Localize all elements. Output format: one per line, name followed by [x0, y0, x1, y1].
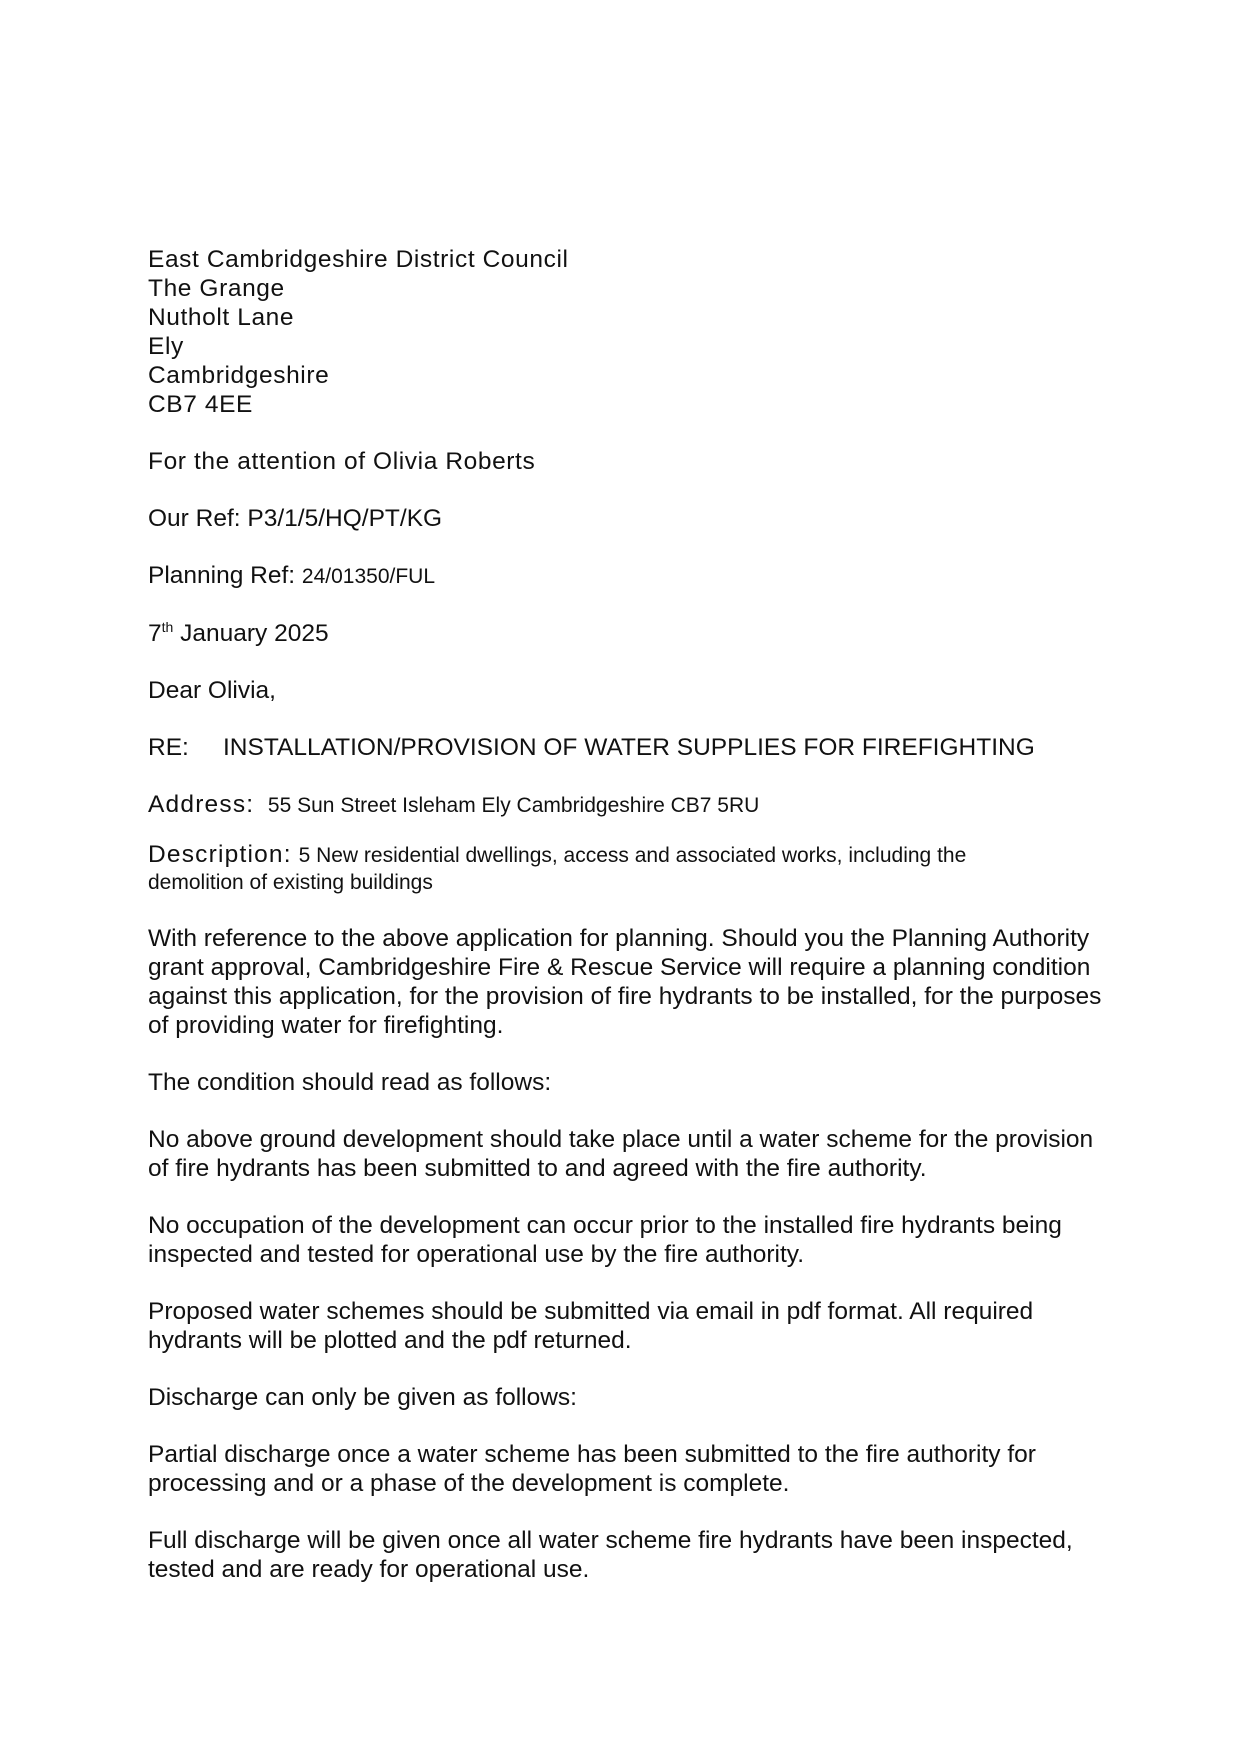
date-suffix: th	[161, 619, 174, 635]
planning-reference	[148, 561, 1108, 591]
site-description	[148, 842, 1108, 896]
attention-line: For the attention of Olivia Roberts	[148, 448, 536, 475]
recipient-line: The Grange	[148, 275, 285, 302]
recipient-address-block	[148, 245, 1108, 419]
body-paragraph: No above ground development should take place until a water scheme for the provision of fire hydrants has been submitted to and agreed with the fire authority.	[148, 1126, 1094, 1182]
body-paragraph: Full discharge will be given once all water scheme fire hydrants have been inspected, tested and are ready for operational use.	[148, 1527, 1073, 1583]
subject-text: INSTALLATION/PROVISION OF WATER SUPPLIES FOR FIREFIGHTING	[223, 734, 1035, 761]
body-paragraph: Discharge can only be given as follows:	[148, 1384, 577, 1411]
address-label: Address:	[148, 791, 255, 818]
description-value-line2: demolition of existing buildings	[148, 871, 433, 894]
our-reference	[148, 504, 1108, 533]
recipient-line: Nutholt Lane	[148, 304, 295, 331]
body-paragraph: With reference to the above application for planning. Should you the Planning Authority grant approval, Cambridgeshire Fire & Rescue Service will require a planning condition against this application, for the provision of fire hydrants to be installed, for the purposes of providing water for firefighting.	[148, 925, 1102, 1039]
description-label: Description:	[148, 841, 292, 868]
planning-ref-value: 24/01350/FUL	[301, 565, 436, 588]
subject-label: RE:	[148, 734, 189, 761]
body-paragraph: No occupation of the development can occur prior to the installed fire hydrants being inspected and tested for operational use by the fire authority.	[148, 1212, 1062, 1268]
letter-date	[148, 619, 1108, 648]
our-ref-value: P3/1/5/HQ/PT/KG	[247, 505, 443, 532]
date-day: 7	[148, 620, 162, 647]
planning-ref-label: Planning Ref:	[148, 562, 302, 589]
recipient-line: Ely	[148, 333, 184, 360]
site-address	[148, 790, 1108, 820]
body-paragraph: The condition should read as follows:	[148, 1069, 552, 1096]
recipient-line: Cambridgeshire	[148, 362, 330, 389]
recipient-line: East Cambridgeshire District Council	[148, 246, 569, 273]
recipient-line: CB7 4EE	[148, 391, 253, 418]
letter-body	[148, 245, 1108, 1584]
address-value: 55 Sun Street Isleham Ely Cambridgeshire CB7 5RU	[267, 794, 760, 817]
date-rest: January 2025	[173, 620, 329, 647]
body-paragraph: Proposed water schemes should be submitted via email in pdf format. All required hydrants will be plotted and the pdf returned.	[148, 1298, 1034, 1354]
body-paragraph: Partial discharge once a water scheme has been submitted to the fire authority for processing and or a phase of the development is complete.	[148, 1441, 1036, 1497]
subject-line	[148, 733, 1108, 762]
our-ref-label: Our Ref:	[148, 505, 248, 532]
salutation: Dear Olivia,	[148, 677, 276, 704]
description-value-line1: 5 New residential dwellings, access and associated works, including the	[298, 844, 967, 867]
